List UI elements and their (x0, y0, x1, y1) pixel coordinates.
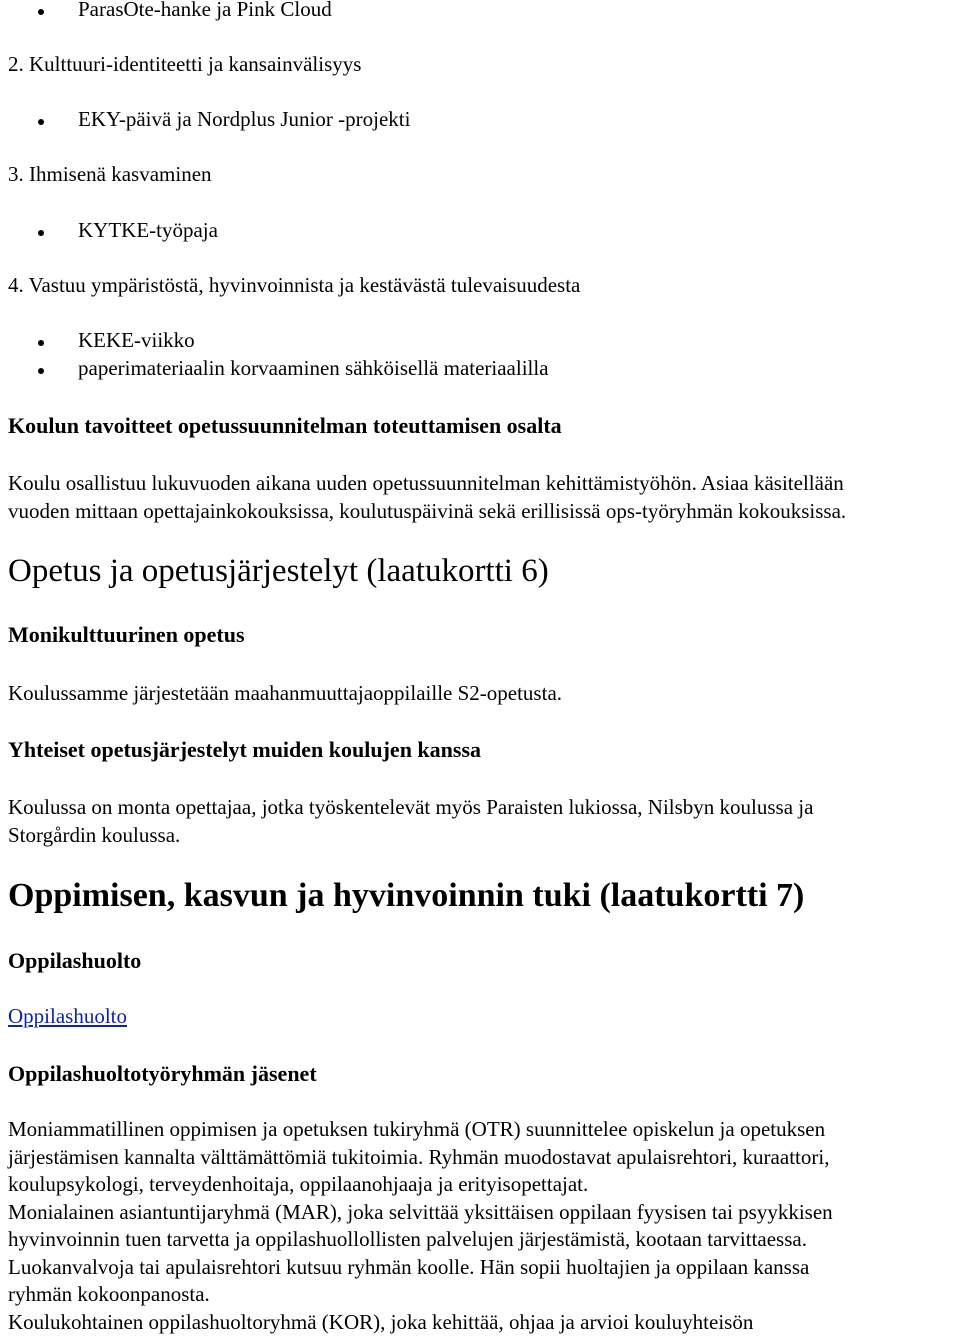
teaching-heading: Opetus ja opetusjärjestelyt (laatukortti 6) (8, 553, 549, 589)
multicultural-heading: Monikulttuurinen opetus (8, 622, 245, 647)
student-care-heading: Oppilashuolto (8, 948, 142, 973)
text-line: järjestämisen kannalta välttämättömiä tukitoimia. Ryhmän muodostavat apulaisrehtori, kuraattori, (8, 1144, 830, 1169)
care-team-members-heading: Oppilashuoltotyöryhmän jäsenet (8, 1061, 317, 1086)
joint-arrangements-paragraph (8, 794, 956, 849)
list-item: KEKE-viikko (78, 328, 195, 352)
text-line: Koulussa on monta opettajaa, jotka työskentelevät myös Paraisten lukiossa, Nilsbyn koulussa ja (8, 795, 814, 819)
text-line: Storgårdin koulussa. (8, 822, 181, 847)
numbered-item: 4. Vastuu ympäristöstä, hyvinvoinnista ja kestävästä tulevaisuudesta (8, 273, 581, 297)
care-team-paragraph (8, 1116, 956, 1336)
numbered-item: 2. Kulttuuri-identiteetti ja kansainvälisyys (8, 52, 362, 76)
numbered-item: 3. Ihmisenä kasvaminen (8, 162, 212, 186)
joint-arrangements-heading: Yhteiset opetusjärjestelyt muiden koulujen kanssa (8, 737, 482, 762)
text-line: koulupsykologi, terveydenhoitaja, oppilaanohjaaja ja erityisopettajat. (8, 1172, 589, 1196)
list-item: KYTKE-työpaja (78, 218, 218, 242)
text-line: Koulu osallistuu lukuvuoden aikana uuden opetussuunnitelman kehittämistyöhön. Asiaa käsitellään (8, 471, 844, 495)
text-line: Luokanvalvoja tai apulaisrehtori kutsuu ryhmän koolle. Hän sopii huoltajien ja oppilaan kanssa (8, 1254, 810, 1279)
support-heading: Oppimisen, kasvun ja hyvinvoinnin tuki (laatukortti 7) (8, 877, 805, 914)
bullet-icon (38, 119, 44, 125)
text-line: ryhmän kokoonpanosta. (8, 1282, 210, 1306)
text-line: Moniammatillinen oppimisen ja opetuksen tukiryhmä (OTR) suunnittelee opiskelun ja opetuksen (8, 1117, 826, 1141)
goals-paragraph (8, 470, 956, 525)
goals-heading: Koulun tavoitteet opetussuunnitelman toteuttamisen osalta (8, 413, 562, 438)
list-item: EKY-päivä ja Nordplus Junior -projekti (78, 107, 411, 131)
text-line: hyvinvoinnin tuen tarvetta ja oppilashuollollisten palvelujen järjestämistä, kootaan tarvittaessa. (8, 1227, 807, 1251)
text-line: vuoden mittaan opettajainkokouksissa, koulutuspäivinä sekä erillisissä ops-työryhmän kokouksissa. (8, 498, 847, 523)
student-care-link[interactable]: Oppilashuolto (8, 1004, 127, 1028)
text-line: Koulukohtainen oppilashuoltoryhmä (KOR), joka kehittää, ohjaa ja arvioi kouluyhteisön (8, 1309, 754, 1334)
list-item: paperimateriaalin korvaaminen sähköisellä materiaalilla (78, 356, 549, 380)
bullet-icon (38, 230, 44, 236)
bullet-icon (38, 9, 44, 15)
multicultural-text: Koulussamme järjestetään maahanmuuttajaoppilaille S2-opetusta. (8, 681, 563, 705)
text-line: Monialainen asiantuntijaryhmä (MAR), joka selvittää yksittäisen oppilaan fyysisen tai psyykkisen (8, 1199, 833, 1224)
bullet-icon (38, 368, 44, 374)
list-item: ParasOte-hanke ja Pink Cloud (78, 0, 332, 21)
bullet-icon (38, 340, 44, 346)
